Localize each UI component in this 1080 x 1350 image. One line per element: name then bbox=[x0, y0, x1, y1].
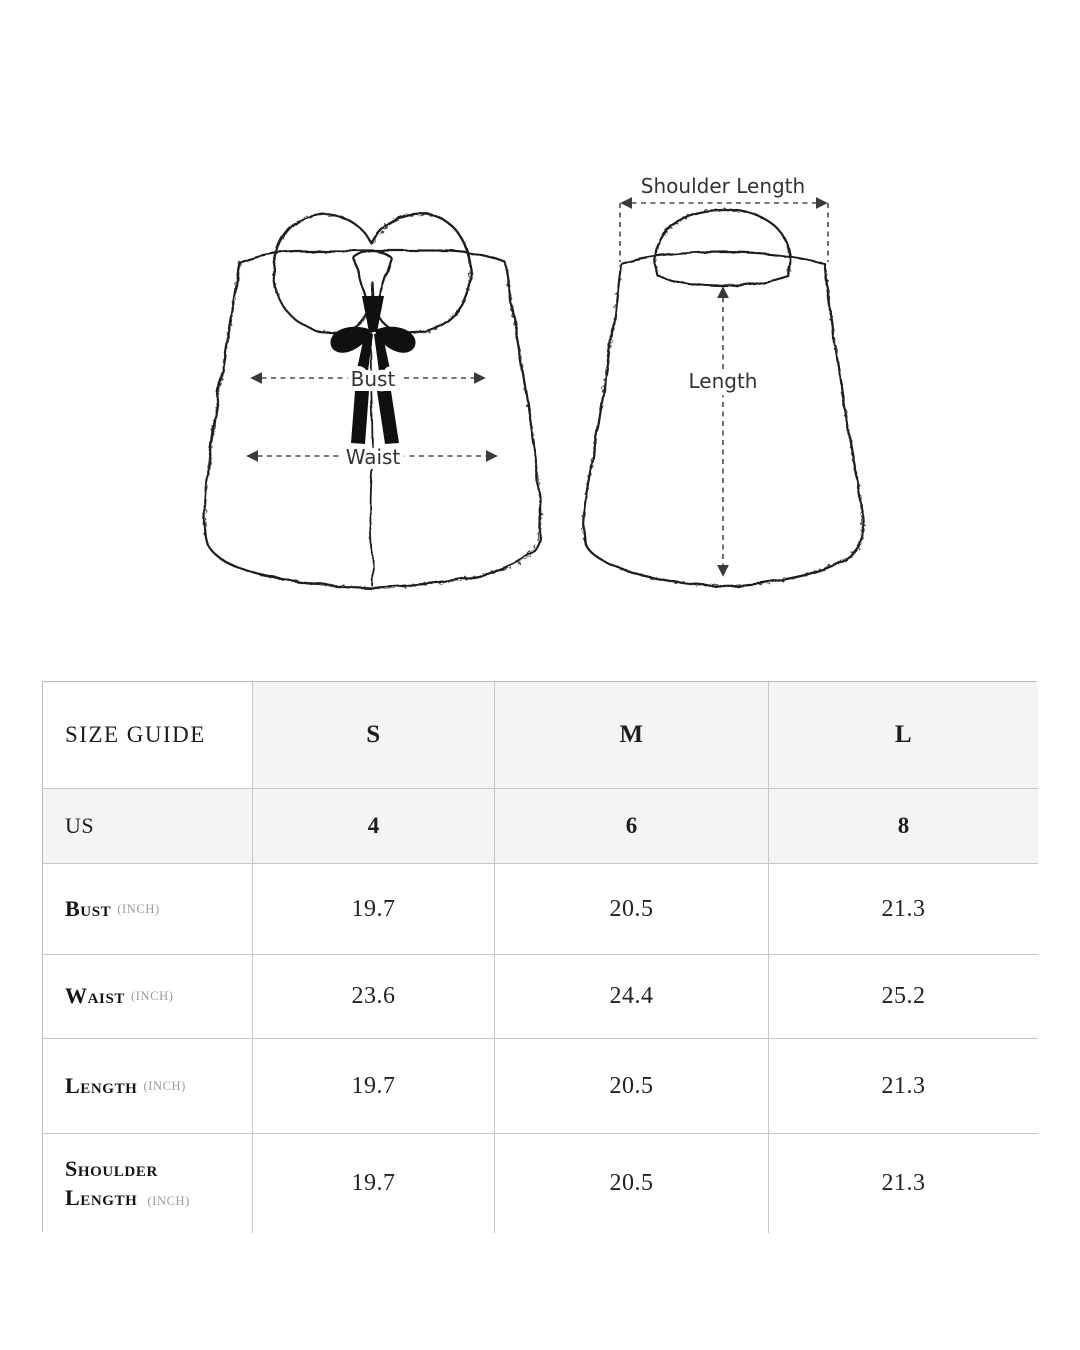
row-label-bust: Bust bbox=[65, 895, 112, 921]
row-unit-shoulder-length: (INCH) bbox=[147, 1193, 190, 1208]
size-header-m: M bbox=[495, 682, 769, 789]
row-label-length: Length bbox=[65, 1072, 138, 1098]
bust-value-m: 20.5 bbox=[495, 864, 769, 955]
length-dimension-label: Length bbox=[688, 369, 758, 393]
back-collar bbox=[656, 210, 790, 286]
waist-value-m: 24.4 bbox=[495, 955, 769, 1039]
ribbon-tail-right bbox=[377, 391, 399, 444]
size-guide-title: SIZE GUIDE bbox=[65, 722, 206, 747]
bust-dimension-label: Bust bbox=[350, 367, 396, 391]
size-guide-table bbox=[42, 681, 1037, 1232]
waist-value-l: 25.2 bbox=[769, 955, 1038, 1039]
row-label-shoulder-length: Shoulder Length bbox=[65, 1155, 158, 1210]
table-row-length-label-cell bbox=[43, 1039, 253, 1134]
bust-value-s: 19.7 bbox=[253, 864, 495, 955]
row-label-waist: Waist bbox=[65, 983, 126, 1009]
size-header-l: L bbox=[769, 682, 1038, 789]
waist-value-s: 23.6 bbox=[253, 955, 495, 1039]
size-guide-title-cell bbox=[43, 682, 253, 789]
front-vest-illustration bbox=[204, 214, 540, 588]
us-value-l: 8 bbox=[769, 789, 1038, 864]
bust-value-l: 21.3 bbox=[769, 864, 1038, 955]
row-unit-bust: (INCH) bbox=[117, 901, 160, 916]
length-value-m: 20.5 bbox=[495, 1039, 769, 1134]
waist-dimension-label: Waist bbox=[345, 445, 401, 469]
shoulder-length-value-m: 20.5 bbox=[495, 1134, 769, 1233]
shoulder-length-value-l: 21.3 bbox=[769, 1134, 1038, 1233]
ribbon-tail-left bbox=[351, 391, 369, 444]
shoulder-length-dimension-label: Shoulder Length bbox=[640, 174, 806, 198]
us-value-s: 4 bbox=[253, 789, 495, 864]
table-row-waist-label-cell bbox=[43, 955, 253, 1039]
back-vest-illustration bbox=[583, 174, 863, 586]
size-header-s: S bbox=[253, 682, 495, 789]
shoulder-length-value-s: 19.7 bbox=[253, 1134, 495, 1233]
us-value-m: 6 bbox=[495, 789, 769, 864]
table-row-us-label-cell bbox=[43, 789, 253, 864]
length-value-s: 19.7 bbox=[253, 1039, 495, 1134]
vest-measurement-diagram bbox=[0, 0, 1080, 660]
row-unit-waist: (INCH) bbox=[131, 989, 174, 1003]
row-unit-length: (INCH) bbox=[143, 1078, 186, 1093]
row-label-us: US bbox=[65, 813, 95, 838]
table-row-shoulder-length-label-cell bbox=[43, 1134, 253, 1233]
table-row-bust-label-cell bbox=[43, 864, 253, 955]
length-value-l: 21.3 bbox=[769, 1039, 1038, 1134]
